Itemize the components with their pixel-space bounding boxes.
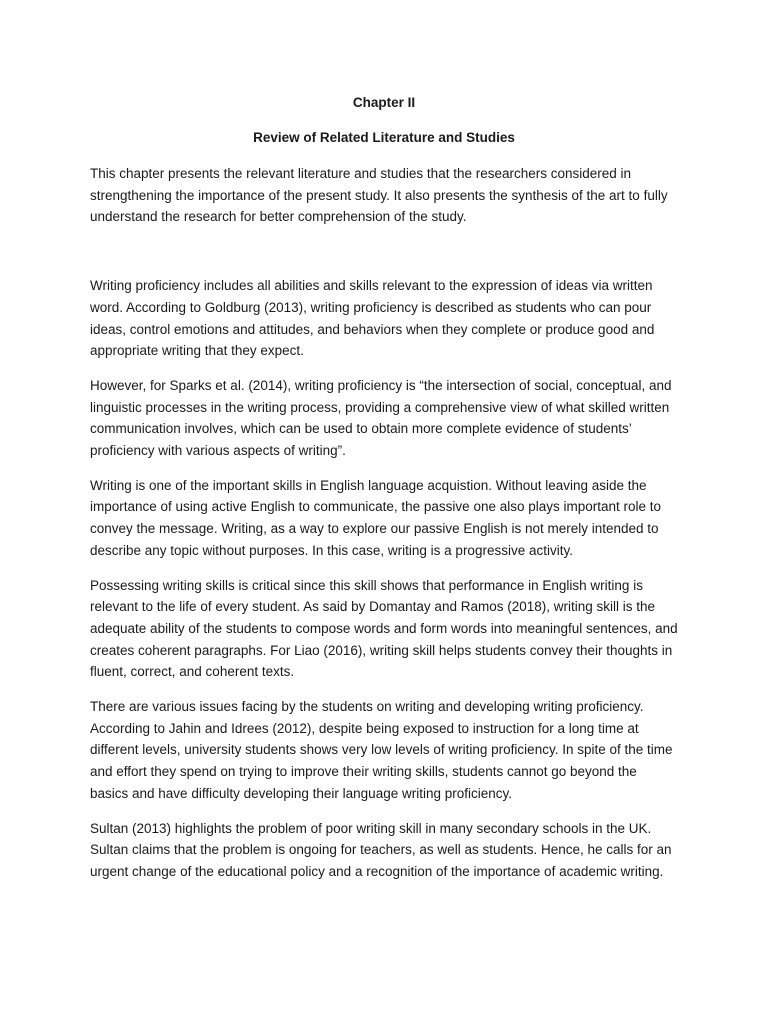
body-paragraph: However, for Sparks et al. (2014), writing proficiency is “the intersection of social, conceptual, and linguistic processes in the writing process, providing a comprehensive view of what skilled written communication involves, which can be used to obtain more complete evidence of students’ proficiency with various aspects of writing”. bbox=[90, 377, 672, 459]
body-paragraph: Possessing writing skills is critical since this skill shows that performance in English writing is relevant to the life of every student. As said by Domantay and Ramos (2018), writing skill is the adequate ability of the students to compose words and form words into meaningful sentences, and creates coherent paragraphs. For Liao (2016), writing skill helps students convey their thoughts in fluent, correct, and coherent texts. bbox=[90, 577, 678, 680]
body-paragraph: Writing is one of the important skills in English language acquistion. Without leaving aside the importance of using active English to communicate, the passive one also plays important role to convey the message. Writing, as a way to explore our passive English is not merely intended to describe any topic without purposes. In this case, writing is a progressive activity. bbox=[90, 477, 662, 558]
page-content bbox=[90, 92, 678, 896]
body-paragraph: There are various issues facing by the students on writing and developing writing proficiency. According to Jahin and Idrees (2012), despite being exposed to instruction for a long time at different levels, university students shows very low levels of writing proficiency. In spite of the time and effort they spend on trying to improve their writing skills, students cannot go beyond the basics and have difficulty developing their language writing proficiency. bbox=[90, 699, 673, 801]
body-paragraph: Sultan (2013) highlights the problem of poor writing skill in many secondary schools in the UK. Sultan claims that the problem is ongoing for teachers, as well as students. Hence, he calls for an urgent change of the educational policy and a recognition of the importance of academic writing. bbox=[90, 820, 672, 879]
chapter-title: Review of Related Literature and Studies bbox=[253, 130, 515, 145]
body-paragraph: Writing proficiency includes all abilities and skills relevant to the expression of ideas via written word. According to Goldburg (2013), writing proficiency is described as students who can pour ideas, control emotions and attitudes, and behaviors when they complete or produce good and appropriate writing that they expect. bbox=[90, 278, 655, 359]
chapter-number: Chapter II bbox=[352, 95, 416, 110]
intro-paragraph: This chapter presents the relevant literature and studies that the researchers considered in strengthening the importance of the present study. It also presents the synthesis of the art to fully understand the research for better comprehension of the study. bbox=[90, 166, 668, 225]
blank-spacer bbox=[90, 241, 678, 275]
